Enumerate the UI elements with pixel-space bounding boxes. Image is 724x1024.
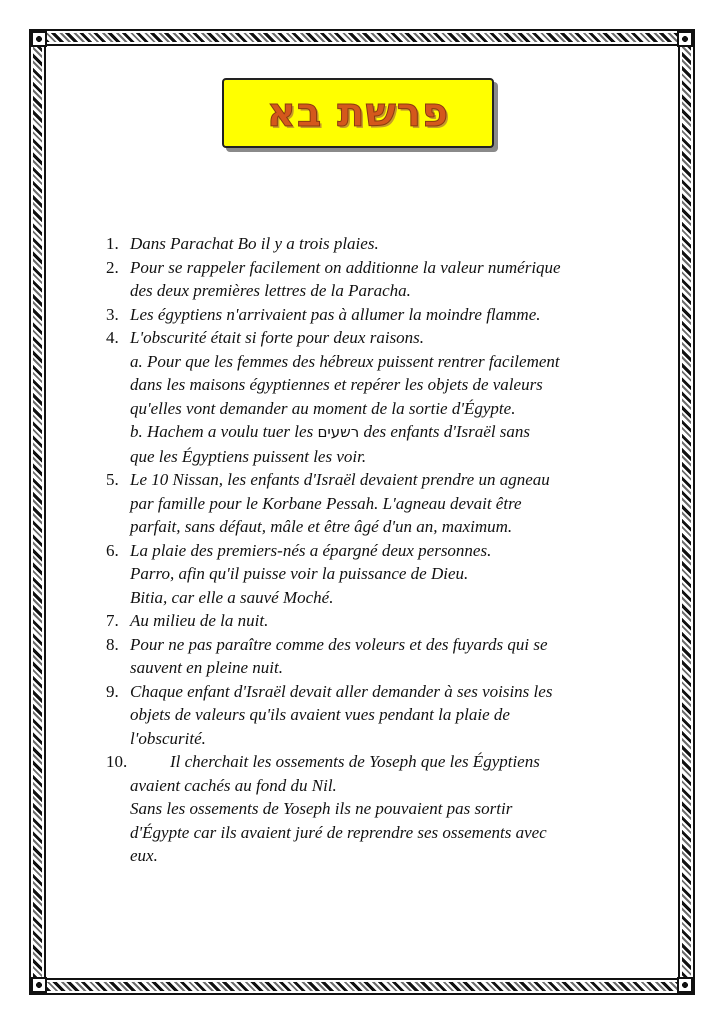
item-line: Chaque enfant d'Israël devait aller demander à ses voisins les bbox=[130, 681, 553, 701]
item-number: 9. bbox=[106, 681, 119, 701]
item-line: Le 10 Nissan, les enfants d'Israël devaient prendre un agneau bbox=[130, 470, 550, 489]
item-text: des enfants d'Israël sans bbox=[359, 422, 531, 441]
item-line: Sans les ossements de Yoseph ils ne pouvaient pas sortir bbox=[130, 799, 513, 818]
item-number: 10. bbox=[106, 752, 128, 771]
item-number: 6. bbox=[106, 540, 119, 560]
item-line: La plaie des premiers-nés a épargné deux personnes. bbox=[130, 540, 492, 560]
list-item bbox=[106, 539, 626, 610]
border-corner-ornament bbox=[677, 977, 693, 993]
item-line: par famille pour le Korbane Pessah. L'agneau devait être bbox=[130, 493, 522, 513]
item-line: Pour se rappeler facilement on additionne la valeur numérique bbox=[130, 257, 561, 277]
item-text: b. Hachem a voulu tuer les bbox=[130, 422, 318, 441]
item-line: que les Égyptiens puissent les voir. bbox=[130, 446, 367, 466]
item-number: 8. bbox=[106, 634, 119, 654]
item-line: eux. bbox=[130, 846, 158, 865]
item-number: 2. bbox=[106, 257, 119, 277]
list-item bbox=[106, 750, 626, 868]
item-number: 3. bbox=[106, 304, 119, 324]
item-number: 5. bbox=[106, 470, 119, 489]
list-item bbox=[106, 303, 626, 327]
item-line: Parro, afin qu'il puisse voir la puissance de Dieu. bbox=[130, 564, 469, 583]
item-line: objets de valeurs qu'ils avaient vues pendant la plaie de bbox=[130, 705, 510, 724]
item-line: des deux premières lettres de la Paracha. bbox=[130, 281, 411, 300]
item-number: 1. bbox=[106, 234, 119, 253]
item-line: dans les maisons égyptiennes et repérer les objets de valeurs bbox=[130, 375, 543, 394]
item-line: l'obscurité. bbox=[130, 728, 206, 748]
item-line: d'Égypte car ils avaient juré de reprendre ses ossements avec bbox=[130, 822, 547, 842]
list-item bbox=[106, 256, 626, 303]
item-line: qu'elles vont demander au moment de la sortie d'Égypte. bbox=[130, 398, 516, 418]
list-item bbox=[106, 326, 626, 468]
item-line-with-hebrew bbox=[130, 420, 626, 445]
item-line: Au milieu de la nuit. bbox=[130, 611, 269, 630]
item-line: Les égyptiens n'arrivaient pas à allumer la moindre flamme. bbox=[130, 304, 541, 324]
item-line: Dans Parachat Bo il y a trois plaies. bbox=[130, 234, 379, 253]
item-number: 7. bbox=[106, 611, 119, 630]
list-item bbox=[106, 633, 626, 680]
hebrew-word: רשעים bbox=[317, 423, 360, 441]
list-item bbox=[106, 609, 626, 633]
item-line: Pour ne pas paraître comme des voleurs et des fuyards qui se bbox=[130, 634, 548, 654]
item-number: 4. bbox=[106, 328, 119, 347]
list-item bbox=[106, 680, 626, 751]
border-corner-ornament bbox=[31, 31, 47, 47]
list-item bbox=[106, 468, 626, 539]
item-line: parfait, sans défaut, mâle et être âgé d'un an, maximum. bbox=[130, 517, 513, 536]
item-line: sauvent en pleine nuit. bbox=[130, 658, 283, 677]
border-corner-ornament bbox=[677, 31, 693, 47]
item-line: Bitia, car elle a sauvé Moché. bbox=[130, 587, 334, 607]
border-corner-ornament bbox=[31, 977, 47, 993]
item-line: Il cherchait les ossements de Yoseph que les Égyptiens bbox=[170, 752, 540, 771]
answers-list bbox=[106, 232, 626, 868]
item-line: a. Pour que les femmes des hébreux puissent rentrer facilement bbox=[130, 351, 560, 371]
item-line: avaient cachés au fond du Nil. bbox=[130, 775, 337, 795]
title-banner bbox=[222, 78, 494, 148]
item-line: L'obscurité était si forte pour deux raisons. bbox=[130, 328, 425, 347]
page-title: פרשת בא bbox=[266, 90, 450, 136]
list-item bbox=[106, 232, 626, 256]
